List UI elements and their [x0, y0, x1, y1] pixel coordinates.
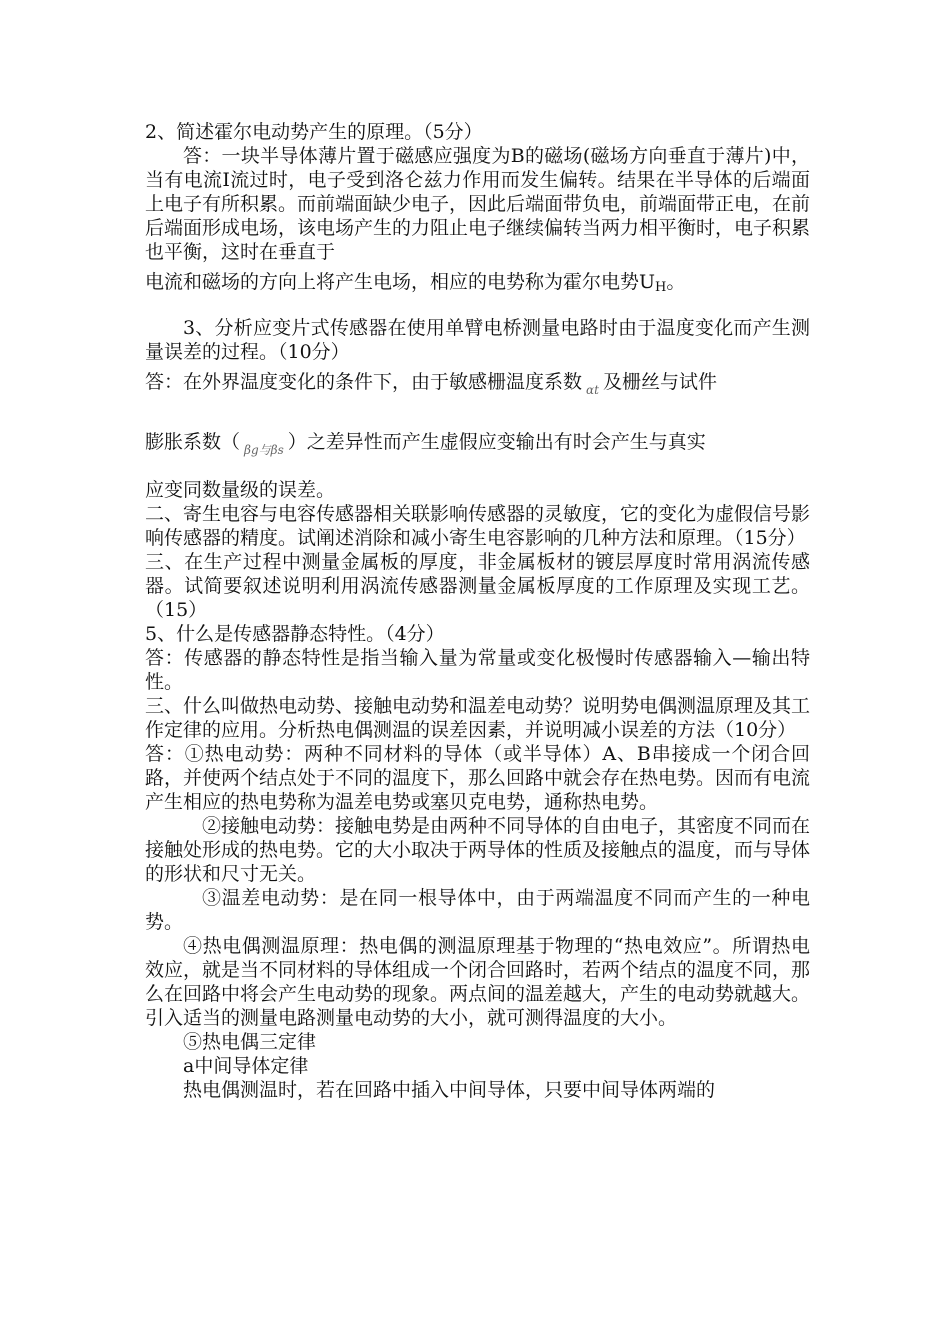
- answer-contact-emf: ②接触电动势：接触电势是由两种不同导体的自由电子，其密度不同而在接触处形成的热电势。它的大小取决于两导体的性质及接触点的温度，而与导体的形状和尺寸无关。: [145, 815, 811, 885]
- question-2-answer-end-text: 电流和磁场的方向上将产生电场，相应的电势称为霍尔电势: [145, 271, 640, 293]
- question-2-title: 2、简述霍尔电动势产生的原理。（5分）: [145, 121, 483, 143]
- hall-voltage-subscript: H: [655, 280, 667, 295]
- answer-thermocouple-principle: ④热电偶测温原理：热电偶的测温原理基于物理的“热电效应”。所谓热电效应，就是当不同材料的导体组成一个闭合回路时，若两个结点的温度不同，那么在回路中将会产生电动势的现象。两点间的温差越大，产生的电动势就越大。引入适当的测量电路测量电动势的大小，就可测得温度的大小。: [145, 935, 811, 1029]
- answer-thermo-emf: 答：①热电动势：两种不同材料的导体（或半导体）A、B串接成一个闭合回路，并使两个结点处于不同的温度下，那么回路中就会存在热电势。因而有电流产生相应的热电势称为温差电势或塞贝克电势，通称热电势。: [145, 743, 811, 813]
- answer-temperature-difference-emf: ③温差电动势：是在同一根导体中，由于两端温度不同而产生的一种电势。: [145, 887, 810, 933]
- answer-intermediate-conductor-law: a中间导体定律: [183, 1055, 309, 1077]
- section-2-title: 二、寄生电容与电容传感器相关联影响传感器的灵敏度，它的变化为虚假信号影响传感器的精度。试阐述消除和减小寄生电容影响的几种方法和原理。（15分）: [145, 503, 811, 549]
- section-3b-title: 三、什么叫做热电动势、接触电动势和温差电动势？说明势电偶测温原理及其工作定律的应用。分析热电偶测温的误差因素，并说明减小误差的方法（10分）: [145, 695, 811, 741]
- question-3-answer-b: 及栅丝与试件: [602, 371, 717, 393]
- alpha-formula-image: αt: [586, 383, 599, 397]
- question-3-answer-line-2: [145, 422, 810, 470]
- answer-three-laws-heading: ⑤热电偶三定律: [183, 1031, 317, 1053]
- question-3-answer-c: 膨胀系数（: [145, 431, 241, 453]
- document-page: [145, 120, 810, 1102]
- answer-intermediate-conductor-text: 热电偶测温时，若在回路中插入中间导体，只要中间导体两端的: [183, 1079, 716, 1101]
- question-3-answer-a: 答：在外界温度变化的条件下，由于敏感栅温度系数: [145, 371, 583, 393]
- question-5-answer: 答：传感器的静态特性是指当输入量为常量或变化极慢时传感器输入—输出特性。: [145, 647, 810, 693]
- question-2-answer-end: [145, 264, 810, 306]
- question-3-answer-d: ）之差异性而产生虚假应变输出有时会产生与真实: [287, 431, 706, 453]
- question-3-answer-e: 应变同数量级的误差。: [145, 479, 336, 501]
- hall-voltage-symbol: U: [639, 271, 656, 293]
- question-3-title: 3、分析应变片式传感器在使用单臂电桥测量电路时由于温度变化而产生测量误差的过程。（10分）: [145, 317, 810, 363]
- section-3-title: 三、在生产过程中测量金属板的厚度，非金属板材的镀层厚度时常用涡流传感器。试简要叙述说明利用涡流传感器测量金属板厚度的工作原理及实现工艺。（15）: [145, 551, 810, 621]
- question-2-answer: 答：一块半导体薄片置于磁感应强度为B的磁场(磁场方向垂直于薄片)中，当有电流I流过时，电子受到洛仑兹力作用而发生偏转。结果在半导体的后端面上电子有所积累。而前端面缺少电子，因此后端面带负电，前端面带正电，在前后端面形成电场，该电场产生的力阻止电子继续偏转当两力相平衡时，电子积累也平衡，这时在垂直于: [145, 145, 811, 263]
- question-5-title: 5、什么是传感器静态特性。（4分）: [145, 623, 445, 645]
- question-2-period: 。: [666, 271, 686, 293]
- question-3-answer-line-1: [145, 364, 810, 408]
- beta-formula-image: βg与βs: [244, 443, 284, 457]
